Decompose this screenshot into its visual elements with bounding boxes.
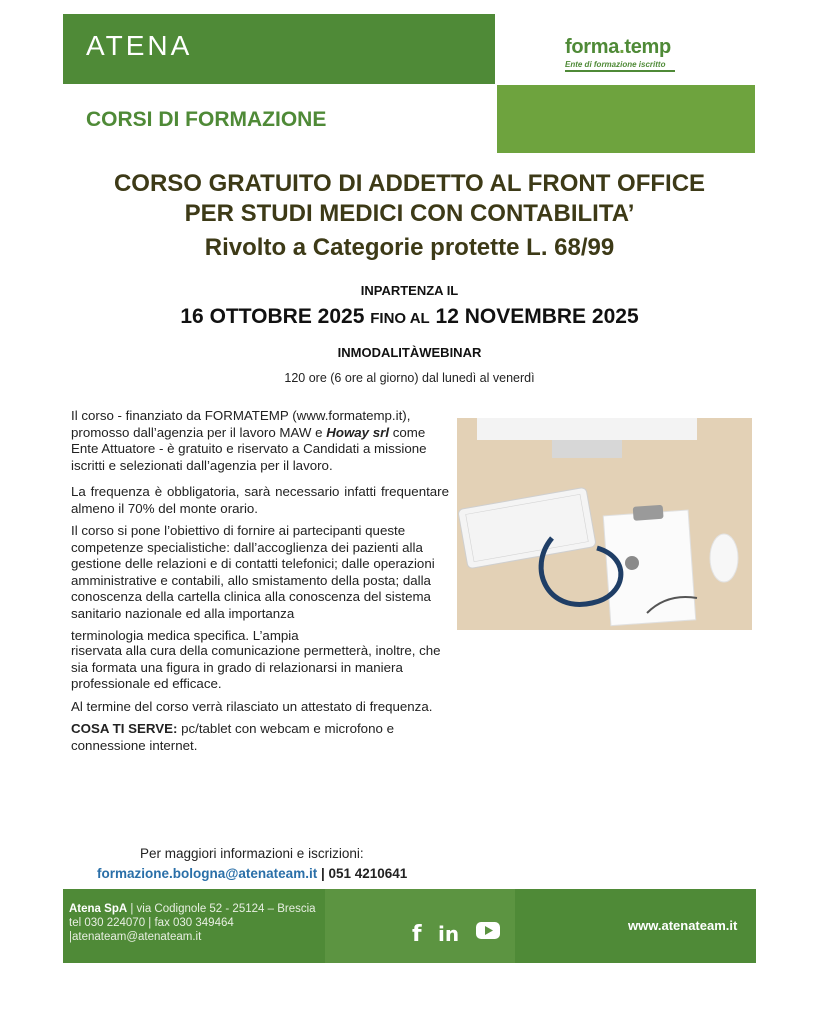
course-subtitle: Rivolto a Categorie protette L. 68/99	[204, 234, 615, 261]
intro-text-b: come Ente Attuatore - è gratuito e riservato a Candidati a missione iscritti e selezionati dall’agenzia per il lavoro.	[71, 424, 427, 473]
end-date: 12 NOVEMBRE 2025	[435, 305, 639, 328]
course-dates	[0, 305, 819, 329]
brand-logo: ATENA	[86, 30, 193, 61]
paragraph-attendance: La frequenza è obbligatoria, sarà necessario infatti frequentare almeno il 70% del monte orario.	[71, 484, 449, 516]
dates-between: FINO AL	[370, 310, 430, 327]
requirements-text: pc/tablet con webcam e microfono e connessione internet.	[71, 721, 394, 753]
logo-underline	[565, 70, 675, 72]
course-hours: 120 ore (6 ore al giorno) dal lunedì al venerdì	[284, 371, 535, 385]
formatemp-logo	[565, 36, 675, 72]
course-description	[71, 408, 449, 760]
contact-phone[interactable]: 051 4210641	[328, 866, 408, 881]
company-info	[69, 902, 319, 944]
company-name: Atena SpA	[69, 903, 128, 915]
social-links	[412, 922, 512, 947]
section-label: CORSI DI FORMAZIONE	[86, 108, 327, 131]
paragraph-requirements	[71, 721, 449, 754]
paragraph-communication: riservata alla cura della comunicazione permetterà, inoltre, che sia formata una figura in grado di relazionarsi in maniera professionale ed efficace.	[71, 643, 441, 691]
desk-photo	[457, 418, 752, 630]
logo-text-dot: .	[619, 36, 625, 58]
contact-line	[97, 866, 407, 881]
paragraph-terminology: terminologia medica specifica. L’ampia	[71, 628, 299, 643]
logo-text-2: temp	[624, 36, 671, 58]
facebook-icon[interactable]: f	[412, 922, 422, 947]
logo-text-1: forma	[565, 36, 620, 58]
course-title-line1: CORSO GRATUITO DI ADDETTO AL FRONT OFFICE	[113, 170, 706, 197]
course-title-line2: PER STUDI MEDICI CON CONTABILITA’	[184, 200, 635, 227]
accent-block	[497, 85, 755, 153]
course-mode: INMODALITÀWEBINAR	[337, 345, 482, 360]
contact-label: Per maggiori informazioni e iscrizioni:	[140, 846, 364, 861]
youtube-icon[interactable]	[476, 922, 500, 944]
requirements-label: COSA TI SERVE:	[71, 721, 178, 736]
contact-email-link[interactable]: formazione.bologna@atenateam.it	[97, 866, 318, 881]
paragraph-objectives: Il corso si pone l’obiettivo di fornire ai partecipanti queste competenze specialistiche: dall’accoglienza dei pazienti alla gestione delle relazioni e di contatti telefonici; dalle operazioni amministrative e contabili, allo smistamento della posta; dalla conoscenza della cartella clinica alla conoscenza del sistema sanitario nazionale ed alla importanza	[71, 523, 435, 621]
contact-separator: |	[317, 866, 329, 881]
start-date: 16 OTTOBRE 2025	[180, 305, 365, 328]
start-label: INPARTENZA IL	[360, 283, 459, 298]
paragraph-intro	[71, 408, 449, 474]
paragraph-certificate: Al termine del corso verrà rilasciato un attestato di frequenza.	[71, 698, 433, 714]
intro-text-a: Il corso - finanziato da FORMATEMP (www.formatemp.it), promosso dall’agenzia per il lavoro MAW e	[71, 408, 411, 440]
website-link[interactable]: www.atenateam.it	[628, 918, 738, 933]
intro-highlight: Howay srl	[326, 424, 390, 440]
company-address: | via Codignole 52 - 25124 – Brescia tel 030 224070 | fax 030 349464 |atenateam@atenateam.it	[69, 903, 316, 943]
logo-subtitle: Ente di formazione iscritto	[565, 60, 666, 69]
linkedin-icon[interactable]: in	[438, 922, 460, 946]
